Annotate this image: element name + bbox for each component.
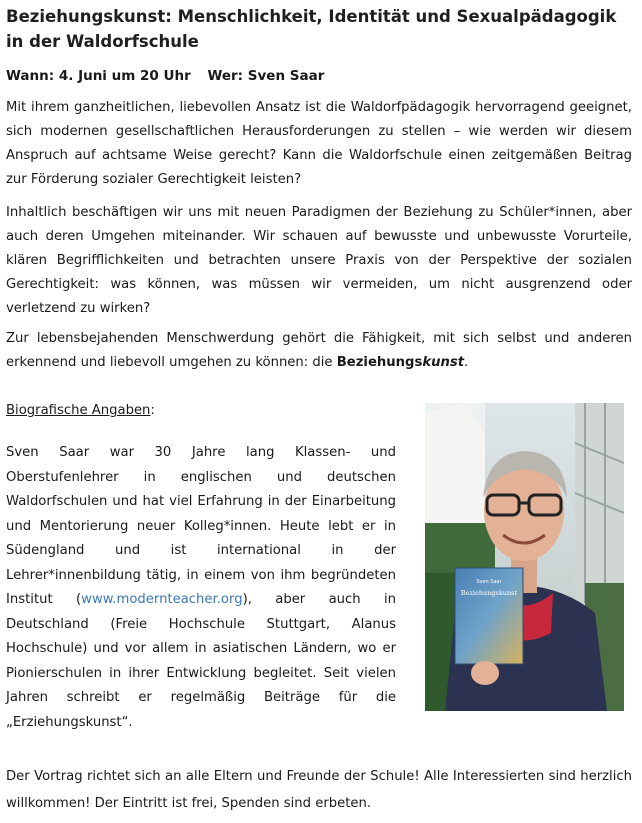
when-value: 4. Juni um 20 Uhr: [58, 68, 191, 84]
closing-text: Zur lebensbejahenden Menschwerdung gehört die Fähigkeit, mit sich selbst und anderen erkennend und liebevoll umgehen zu können: die: [6, 331, 632, 370]
closing-paragraph: [6, 327, 632, 375]
bio-text: [6, 441, 396, 735]
portrait-illustration: [425, 403, 624, 711]
page-title: Beziehungskunst: Menschlichkeit, Identität und Sexualpädagogik in der Waldorfschule: [6, 7, 617, 51]
footer-paragraph: Der Vortrag richtet sich an alle Eltern und Freunde der Schule! Alle Interessierten sind herzlich willkommen! Der Eintritt ist frei, Spenden sind erbeten.: [6, 769, 632, 811]
bio-heading-colon: :: [150, 403, 155, 418]
bio-text-end: ), aber auch in Deutschland (Freie Hochschule Stuttgart, Alanus Hochschule) und vor allem in asiatischen Ländern, wo er Pionierschulen in ihrer Entwicklung begleitet. Seit vielen Jahren schreibt er regelmäßig Beiträge für die „Erziehungskunst“.: [6, 592, 396, 730]
book: [455, 568, 523, 664]
closing-bold-italic: kunst: [422, 355, 465, 370]
bio-text-start: Sven Saar war 30 Jahre lang Klassen- und Oberstufenlehrer in englischen und deutschen Waldorfschulen und hat viel Erfahrung in der Einarbeitung und Mentorierung neuer Kolleg*innen. Heute lebt er in Südengland und ist international in der Lehrer*innenbildung tätig, in einem von ihm begründeten Institut (: [6, 445, 396, 607]
who-label: Wer:: [207, 68, 244, 84]
bio-heading-text: Biografische Angaben: [6, 403, 151, 418]
who-value: Sven Saar: [247, 68, 325, 84]
content-paragraph: Inhaltlich beschäftigen wir uns mit neuen Paradigmen der Beziehung zu Schüler*innen, aber auch deren Umgehen miteinander. Wir schauen auf bewusste und unbewusste Vorurteile, klären Begrifflichkeiten und betrachten unsere Praxis von der Perspektive der sozialen Gerechtigkeit: was können, was müssen wir vermeiden, um nicht ausgrenzend oder verletzend zu wirken?: [6, 205, 632, 316]
when-label: Wann:: [6, 68, 55, 84]
website-link[interactable]: www.modernteacher.org: [81, 592, 243, 607]
closing-bold-part: Beziehungs: [336, 355, 423, 370]
book-title: Beziehungskunst: [460, 589, 518, 597]
portrait-photo: [425, 403, 624, 711]
intro-paragraph: Mit ihrem ganzheitlichen, liebevollen Ansatz ist die Waldorfpädagogik hervorragend geeignet, sich modernen gesellschaftlichen Herausforderungen zu stellen – wie werden wir diesem Anspruch auf achtsame Weise gerecht? Kann die Waldorfschule einen zeitgemäßen Beitrag zur Förderung sozialer Gerechtigkeit leisten?: [6, 100, 632, 187]
closing-end: .: [464, 355, 469, 370]
book-author: Sven Saar: [476, 579, 502, 585]
bio-heading: [6, 401, 155, 421]
event-meta: [6, 66, 324, 86]
closing-bold: [337, 355, 464, 370]
